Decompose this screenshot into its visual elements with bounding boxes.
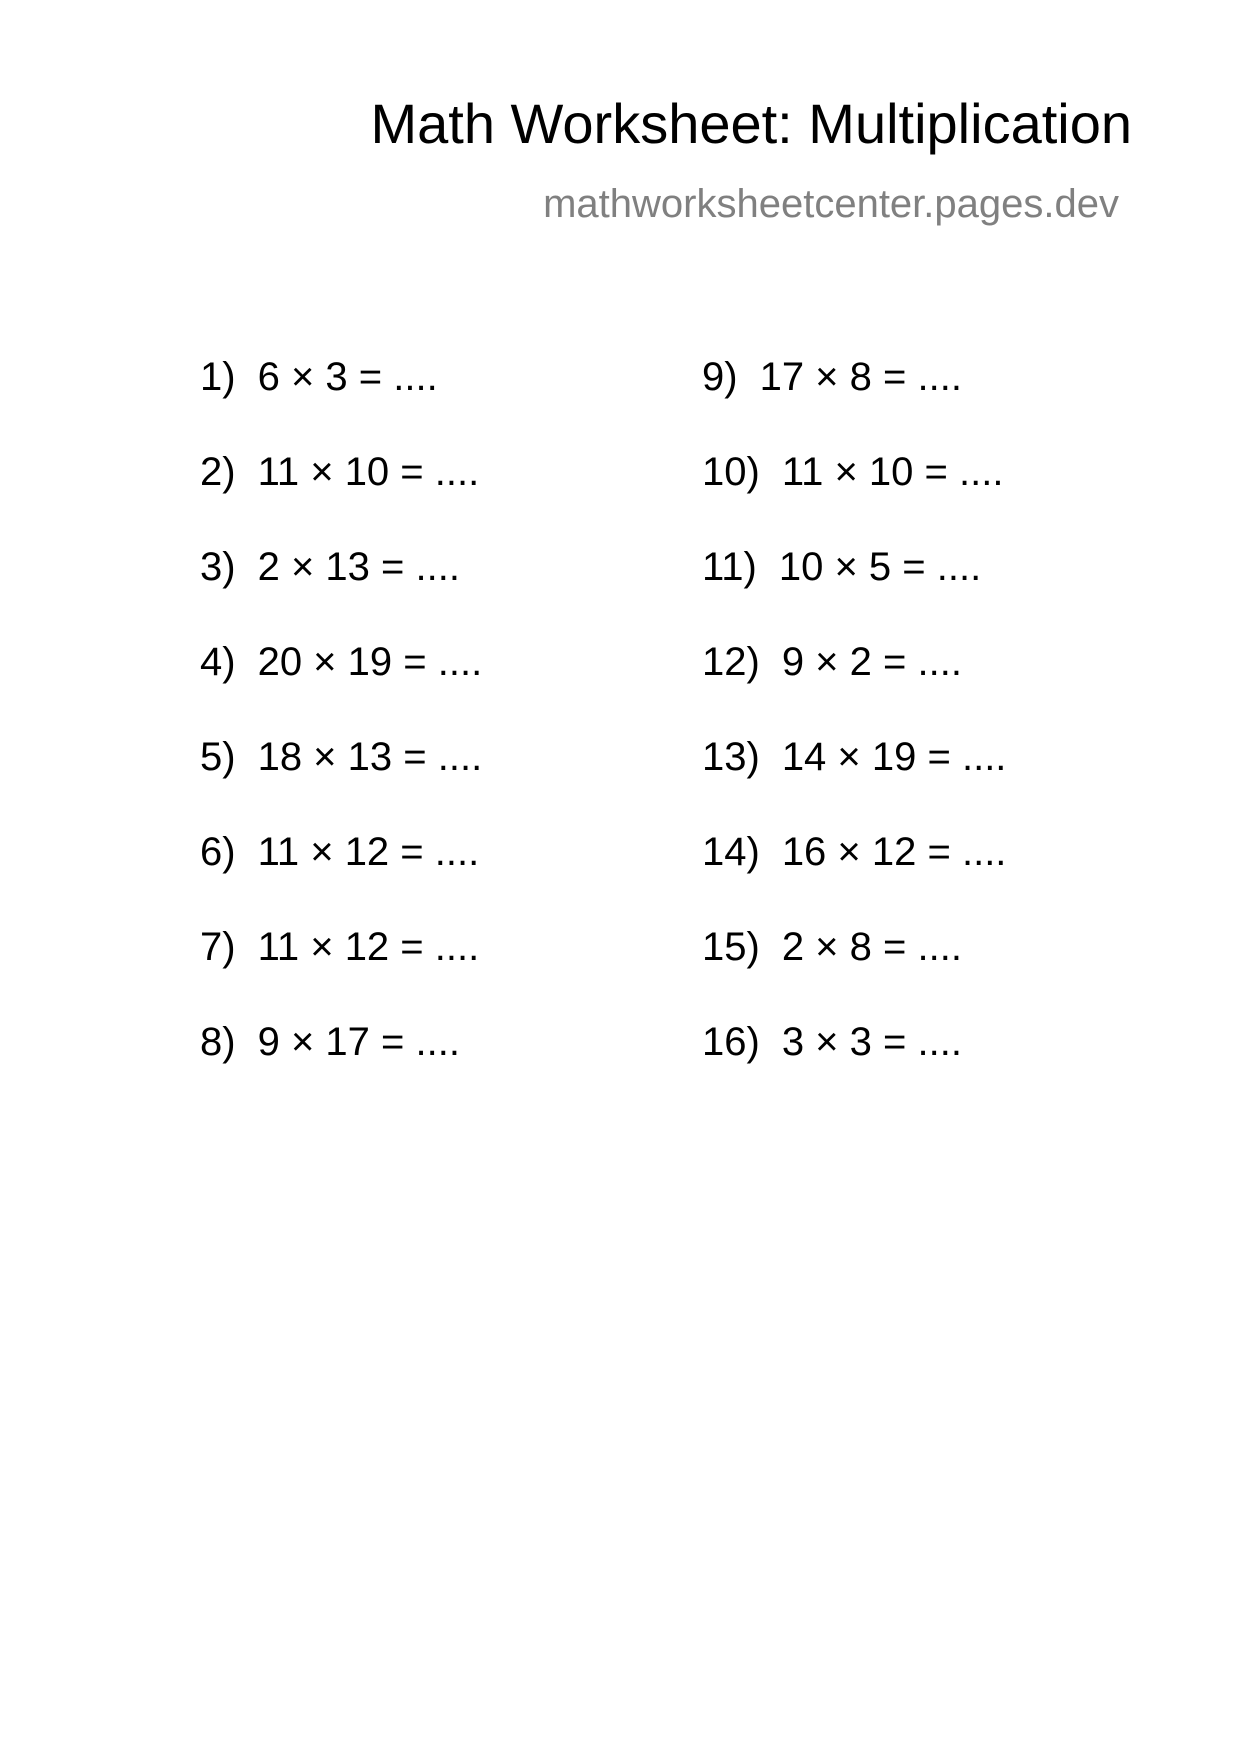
problem-number: 2) [200, 450, 236, 494]
problem-item [200, 735, 482, 830]
problem-item [702, 1020, 1006, 1115]
problem-number: 9) [702, 355, 738, 399]
problem-number: 15) [702, 925, 760, 969]
problem-number: 12) [702, 640, 760, 684]
problem-number: 7) [200, 925, 236, 969]
problem-expression: 11 × 10 = .... [781, 450, 1004, 494]
problem-number: 8) [200, 1020, 236, 1064]
problem-item [200, 925, 482, 1020]
problem-expression: 14 × 19 = .... [781, 735, 1007, 779]
problem-number: 16) [702, 1020, 760, 1064]
problem-item [702, 355, 1006, 450]
problem-number: 5) [200, 735, 236, 779]
problem-item [702, 925, 1006, 1020]
problem-expression: 20 × 19 = .... [257, 640, 483, 684]
problem-number: 3) [200, 545, 236, 589]
problem-item [702, 830, 1006, 925]
problem-expression: 2 × 13 = .... [257, 545, 460, 589]
problem-item [702, 735, 1006, 830]
problem-item [702, 545, 1006, 640]
problem-expression: 11 × 12 = .... [257, 925, 480, 969]
problem-item [200, 640, 482, 735]
problem-item [200, 830, 482, 925]
problem-item [702, 640, 1006, 735]
problem-number: 1) [200, 355, 236, 399]
problem-expression: 2 × 8 = .... [781, 925, 962, 969]
problem-number: 11) [702, 545, 757, 589]
page-title: Math Worksheet: Multiplication [370, 92, 1132, 155]
problem-number: 4) [200, 640, 236, 684]
problem-column-right [702, 355, 1006, 1115]
problem-expression: 6 × 3 = .... [257, 355, 438, 399]
problem-item [702, 450, 1006, 545]
problem-item [200, 450, 482, 545]
problem-expression: 10 × 5 = .... [778, 545, 982, 589]
problem-expression: 17 × 8 = .... [759, 355, 962, 399]
problem-number: 14) [702, 830, 760, 874]
problem-number: 10) [702, 450, 760, 494]
problem-number: 6) [200, 830, 236, 874]
problem-expression: 11 × 12 = .... [257, 830, 480, 874]
problem-number: 13) [702, 735, 760, 779]
problem-expression: 3 × 3 = .... [781, 1020, 962, 1064]
problem-item [200, 355, 482, 450]
problem-expression: 9 × 17 = .... [257, 1020, 460, 1064]
problem-expression: 16 × 12 = .... [781, 830, 1007, 874]
problem-item [200, 1020, 482, 1115]
problem-column-left [200, 355, 482, 1115]
problem-item [200, 545, 482, 640]
problem-expression: 9 × 2 = .... [781, 640, 962, 684]
problem-expression: 11 × 10 = .... [257, 450, 480, 494]
site-url: mathworksheetcenter.pages.dev [543, 182, 1119, 226]
problem-expression: 18 × 13 = .... [257, 735, 483, 779]
